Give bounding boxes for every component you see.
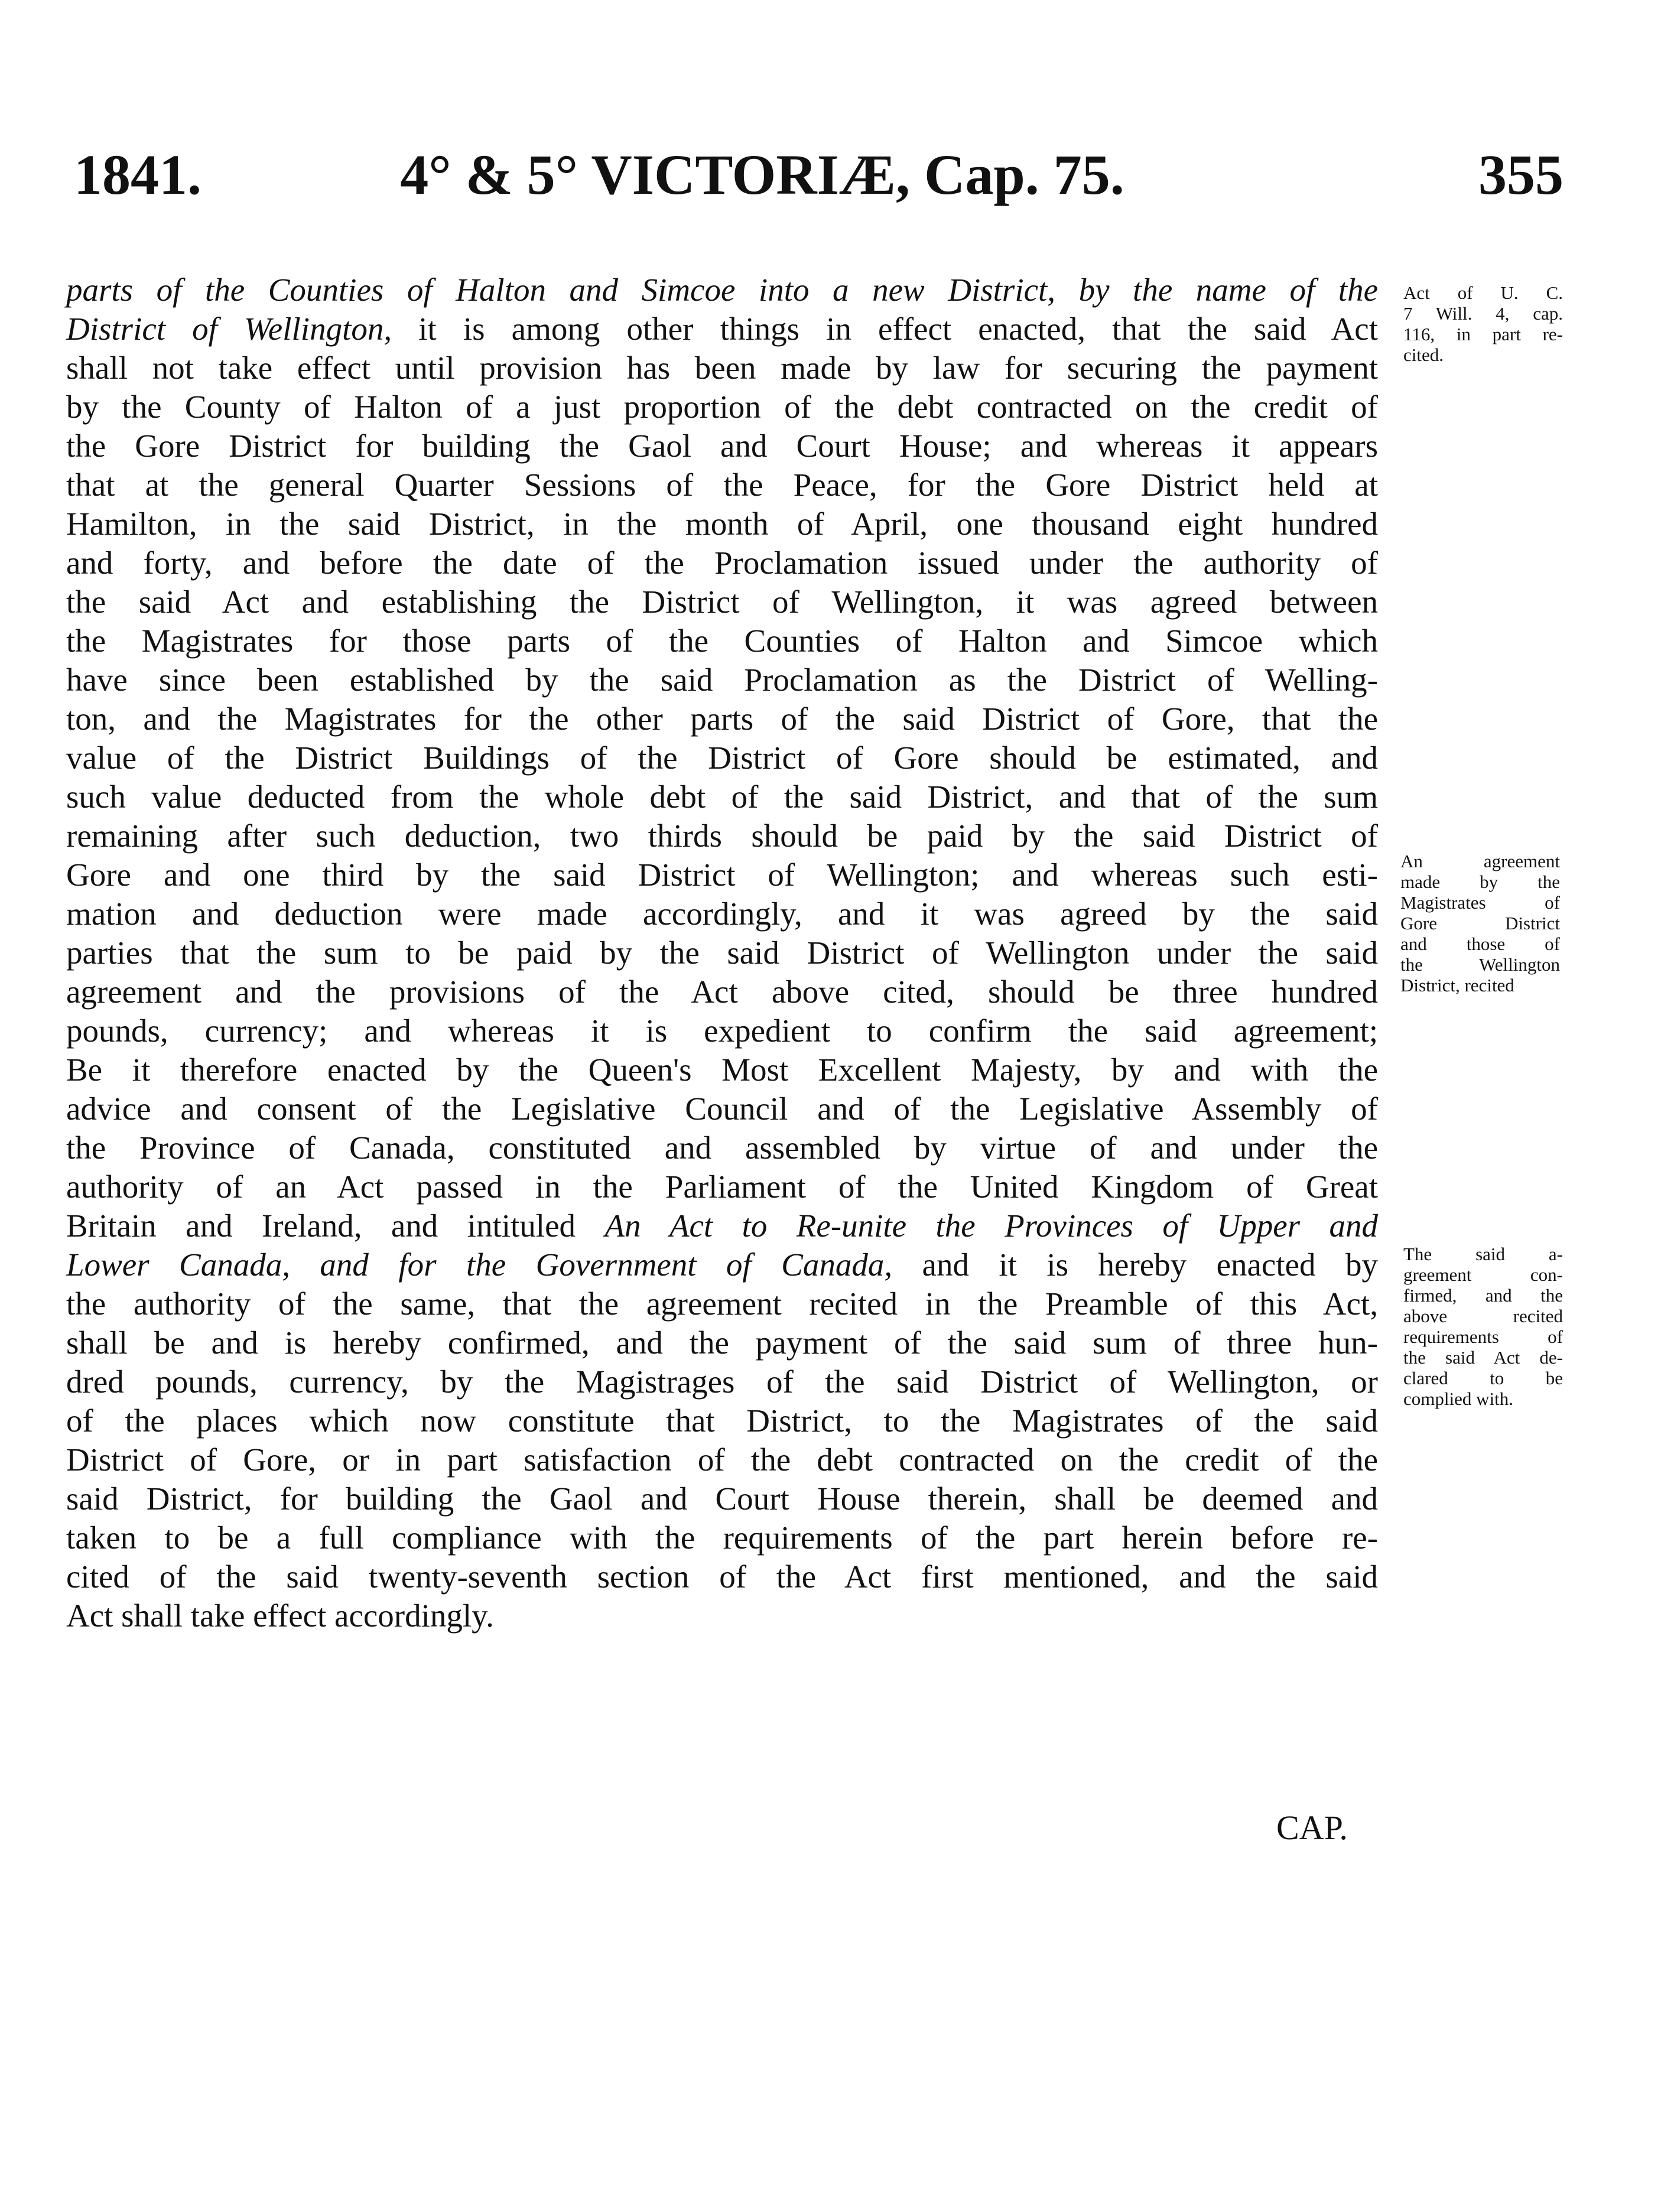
text-segment: Act shall take effect accordingly. (66, 1598, 494, 1634)
text-segment: the Magistrates for those parts of the Counties of Halton and Simcoe which (66, 623, 1378, 659)
text-line (66, 1206, 1378, 1245)
note-line: clared to be (1403, 1368, 1563, 1388)
text-line (66, 427, 1378, 466)
text-segment: the Province of Canada, constituted and assembled by virtue of and under the (66, 1130, 1378, 1166)
text-line (66, 778, 1378, 817)
text-line (66, 505, 1378, 544)
text-line (66, 1050, 1378, 1089)
text-segment: parties that the sum to be paid by the said District of Wellington under the said (66, 935, 1378, 971)
italic-text: Lower Canada, and for the Government of Canada, (66, 1247, 893, 1283)
page-number: 355 (1478, 143, 1564, 206)
text-line (66, 1011, 1378, 1050)
note-line: Magistrates of (1400, 892, 1560, 913)
text-segment: of the places which now constitute that District, to the Magistrates of the said (66, 1403, 1378, 1439)
marginal-note-agreement-confirmed (1403, 1244, 1563, 1409)
text-line (66, 622, 1378, 661)
text-line (66, 1557, 1378, 1596)
header-title: 4° & 5° VICTORIÆ, Cap. 75. (400, 143, 1124, 206)
text-segment: pounds, currency; and whereas it is expedient to confirm the said agreement; (66, 1013, 1378, 1049)
text-line (66, 583, 1378, 622)
italic-text: An Act to Re-unite the Provinces of Upper and (604, 1208, 1378, 1244)
text-line (66, 1401, 1378, 1440)
text-segment: that at the general Quarter Sessions of the Peace, for the Gore District held at (66, 467, 1378, 503)
text-line (66, 1518, 1378, 1557)
text-segment: have since been established by the said Proclamation as the District of Welling- (66, 662, 1378, 698)
note-line: District, recited (1400, 975, 1514, 996)
text-line (66, 661, 1378, 700)
italic-text: parts of the Counties of Halton and Simcoe into a new District, by the name of the (66, 272, 1378, 308)
text-line (66, 972, 1378, 1011)
text-segment: Hamilton, in the said District, in the month of April, one thousand eight hundred (66, 506, 1378, 542)
note-line: 116, in part re- (1403, 324, 1563, 344)
note-line: Act of U. C. (1403, 282, 1563, 303)
text-segment: it is among other things in effect enacted, that the said Act (392, 311, 1378, 347)
text-line (66, 1440, 1378, 1479)
text-line (66, 388, 1378, 427)
note-line: cited. (1403, 344, 1444, 365)
text-segment: shall not take effect until provision has been made by law for securing the payment (66, 350, 1378, 386)
text-segment: authority of an Act passed in the Parliament of the United Kingdom of Great (66, 1169, 1378, 1205)
note-line: An agreement (1400, 851, 1560, 871)
text-segment: dred pounds, currency, by the Magistrages of the said District of Wellington, or (66, 1364, 1378, 1400)
text-segment: such value deducted from the whole debt of the said District, and that of the sum (66, 779, 1378, 815)
text-line (66, 1479, 1378, 1518)
text-segment: cited of the said twenty-seventh section of the Act first mentioned, and the said (66, 1559, 1378, 1595)
text-segment: by the County of Halton of a just proportion of the debt contracted on the credit of (66, 389, 1378, 425)
text-line (66, 310, 1378, 349)
text-line (66, 1323, 1378, 1362)
marginal-note-act-cited (1403, 282, 1563, 365)
text-segment: remaining after such deduction, two thirds should be paid by the said District of (66, 818, 1378, 854)
text-line (66, 739, 1378, 778)
text-segment: and it is hereby enacted by (892, 1247, 1378, 1283)
text-segment: Be it therefore enacted by the Queen's Most Excellent Majesty, by and with the (66, 1052, 1378, 1088)
note-line: made by the (1400, 871, 1560, 892)
note-line: and those of (1400, 933, 1560, 954)
text-segment: value of the District Buildings of the District of Gore should be estimated, and (66, 740, 1378, 776)
page-header (0, 0, 1661, 236)
text-line (66, 855, 1378, 894)
text-segment: shall be and is hereby confirmed, and the payment of the said sum of three hun- (66, 1325, 1378, 1361)
header-year: 1841. (74, 143, 201, 206)
catchword: CAP. (1276, 1808, 1348, 1847)
text-line (66, 1245, 1378, 1284)
statute-text (66, 271, 1378, 1635)
note-line: the said Act de- (1403, 1347, 1563, 1368)
text-line (66, 1128, 1378, 1167)
note-line: requirements of (1403, 1326, 1563, 1347)
text-segment: mation and deduction were made accordingly, and it was agreed by the said (66, 896, 1378, 932)
text-line (66, 1596, 1378, 1635)
text-segment: the said Act and establishing the District of Wellington, it was agreed between (66, 584, 1378, 620)
text-segment: Gore and one third by the said District of Wellington; and whereas such esti- (66, 857, 1378, 893)
text-line (66, 894, 1378, 933)
note-line: above recited (1403, 1306, 1563, 1326)
marginal-note-agreement-recited (1400, 851, 1560, 996)
text-segment: Britain and Ireland, and intituled (66, 1208, 605, 1244)
text-line (66, 933, 1378, 972)
italic-text: District of Wellington, (66, 311, 392, 347)
text-segment: and forty, and before the date of the Proclamation issued under the authority of (66, 545, 1378, 581)
text-line (66, 817, 1378, 855)
text-segment: the Gore District for building the Gaol and Court House; and whereas it appears (66, 428, 1378, 464)
note-line: the Wellington (1400, 954, 1560, 975)
text-segment: advice and consent of the Legislative Council and of the Legislative Assembly of (66, 1091, 1378, 1127)
note-line: Gore District (1400, 913, 1560, 933)
text-segment: said District, for building the Gaol and Court House therein, shall be deemed and (66, 1481, 1378, 1517)
text-segment: taken to be a full compliance with the requirements of the part herein before re- (66, 1520, 1378, 1556)
text-line (66, 271, 1378, 310)
text-line (66, 349, 1378, 388)
text-line (66, 466, 1378, 505)
text-segment: agreement and the provisions of the Act above cited, should be three hundred (66, 974, 1378, 1010)
text-segment: the authority of the same, that the agreement recited in the Preamble of this Act, (66, 1286, 1378, 1322)
text-line (66, 1089, 1378, 1128)
text-segment: District of Gore, or in part satisfaction of the debt contracted on the credit of the (66, 1442, 1378, 1478)
text-line (66, 1284, 1378, 1323)
note-line: firmed, and the (1403, 1285, 1563, 1306)
text-line (66, 1167, 1378, 1206)
note-line: complied with. (1403, 1388, 1513, 1409)
note-line: 7 Will. 4, cap. (1403, 303, 1563, 324)
text-line (66, 1362, 1378, 1401)
note-line: The said a- (1403, 1244, 1563, 1264)
text-line (66, 544, 1378, 583)
note-line: greement con- (1403, 1264, 1563, 1285)
text-line (66, 700, 1378, 739)
text-segment: ton, and the Magistrates for the other parts of the said District of Gore, that the (66, 701, 1378, 737)
